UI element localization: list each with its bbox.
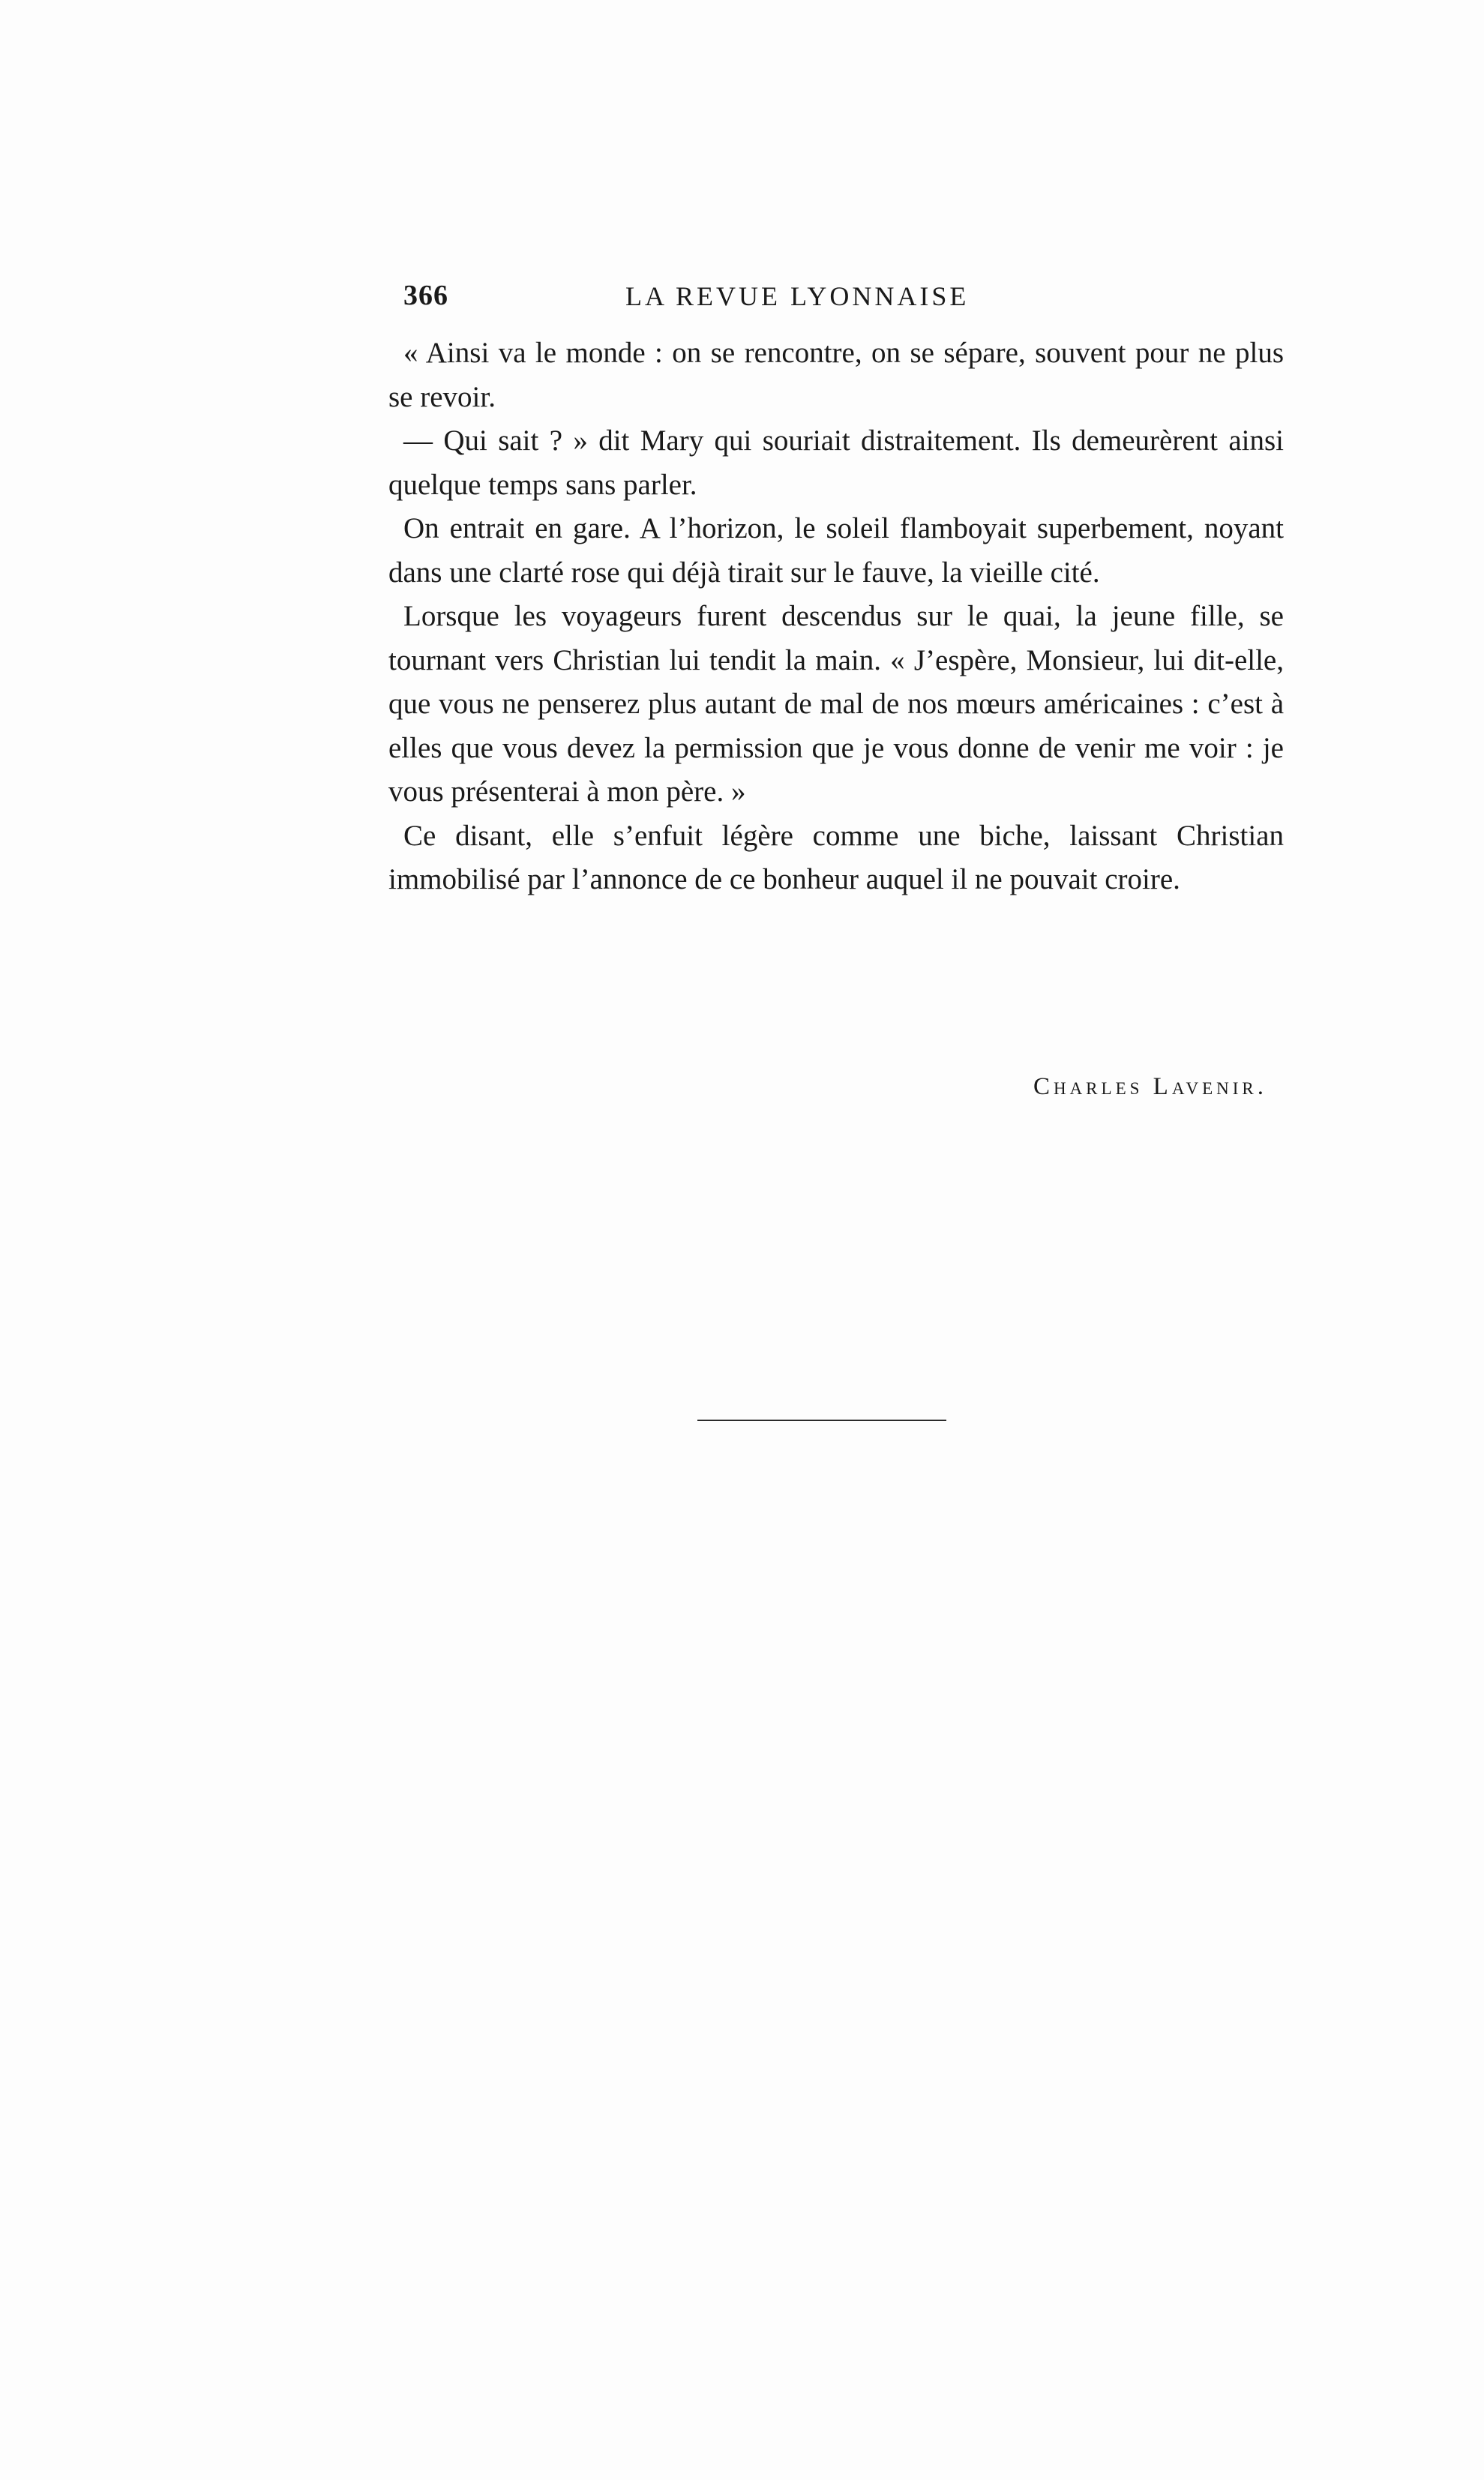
paragraph: « Ainsi va le monde : on se rencontre, on se sépare, souvent pour ne plus se revoir. — [388, 337, 1284, 413]
paragraph: Lorsque les voyageurs furent descendus sur le quai, la jeune fille, se tournant vers Christian lui tendit la main. « J’espère, Monsieur, lui dit-elle, que vous ne penserez plus autant de mal de nos mœurs américaines : c’est à elles que vous devez la permission que je vous donne de venir me voir : je vous présenterai à mon père. » — [388, 600, 1284, 808]
author-signature: Charles Lavenir. — [1033, 1073, 1267, 1100]
end-rule — [697, 1420, 946, 1421]
paragraph: Ce disant, elle s’enfuit légère comme une biche, laissant Christian immobilisé par l’annonce de ce bonheur auquel il ne pouvait croire. — [388, 819, 1284, 895]
page-number: 366 — [403, 280, 448, 311]
paragraph: — Qui sait ? » dit Mary qui souriait distraitement. Ils demeurèrent ainsi quelque temps sans parler. — [388, 424, 1284, 501]
journal-title: LA REVUE LYONNAISE — [625, 281, 970, 311]
paragraph: On entrait en gare. A l’horizon, le soleil flamboyait superbement, noyant dans une clarté rose qui déjà tirait sur le fauve, la vieille cité. — [388, 512, 1284, 589]
running-head — [403, 279, 1284, 316]
body-text — [388, 331, 1284, 902]
